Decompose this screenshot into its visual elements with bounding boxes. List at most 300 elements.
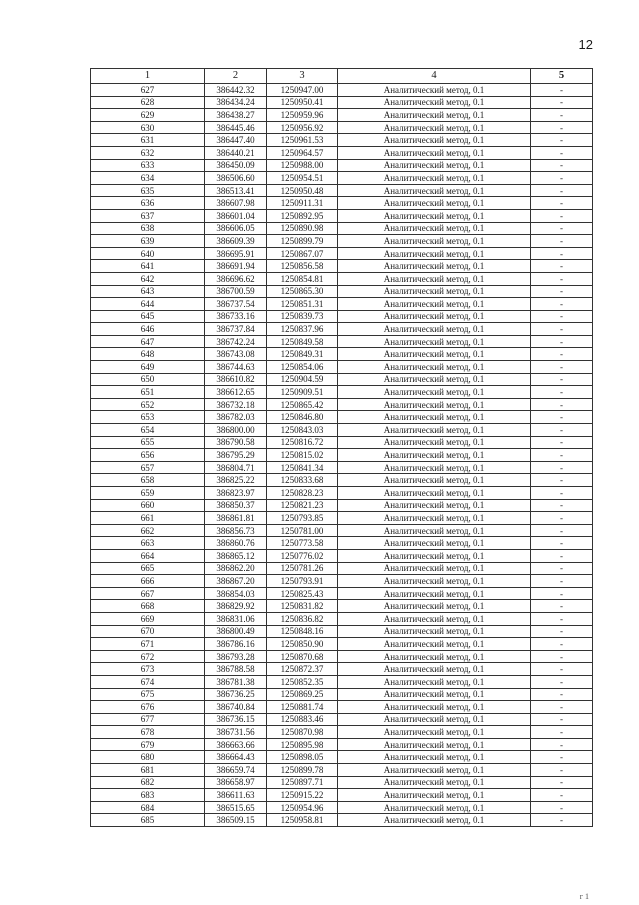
cell-method: Аналитический метод, 0.1 (338, 159, 531, 172)
cell-x: 386854.03 (205, 587, 267, 600)
cell-description: - (531, 801, 593, 814)
cell-x: 386831.06 (205, 612, 267, 625)
cell-description: - (531, 310, 593, 323)
cell-x: 386823.97 (205, 487, 267, 500)
cell-point-number: 652 (91, 398, 205, 411)
cell-method: Аналитический метод, 0.1 (338, 323, 531, 336)
cell-description: - (531, 575, 593, 588)
cell-description: - (531, 172, 593, 185)
cell-point-number: 673 (91, 663, 205, 676)
table-row (91, 398, 593, 411)
cell-method: Аналитический метод, 0.1 (338, 688, 531, 701)
header-cell-method: 4 (338, 69, 531, 84)
cell-method: Аналитический метод, 0.1 (338, 121, 531, 134)
cell-y: 1250961.53 (267, 134, 338, 147)
cell-x: 386447.40 (205, 134, 267, 147)
cell-x: 386731.56 (205, 726, 267, 739)
cell-method: Аналитический метод, 0.1 (338, 146, 531, 159)
cell-method: Аналитический метод, 0.1 (338, 272, 531, 285)
cell-x: 386695.91 (205, 247, 267, 260)
cell-description: - (531, 235, 593, 248)
cell-method: Аналитический метод, 0.1 (338, 675, 531, 688)
cell-y: 1250964.57 (267, 146, 338, 159)
cell-point-number: 639 (91, 235, 205, 248)
coordinates-table (90, 68, 593, 827)
table-row (91, 361, 593, 374)
table-row (91, 587, 593, 600)
cell-point-number: 685 (91, 814, 205, 827)
cell-x: 386793.28 (205, 650, 267, 663)
cell-point-number: 665 (91, 562, 205, 575)
cell-point-number: 658 (91, 474, 205, 487)
cell-x: 386788.58 (205, 663, 267, 676)
cell-description: - (531, 209, 593, 222)
cell-method: Аналитический метод, 0.1 (338, 348, 531, 361)
cell-point-number: 672 (91, 650, 205, 663)
table-row (91, 675, 593, 688)
cell-method: Аналитический метод, 0.1 (338, 537, 531, 550)
cell-method: Аналитический метод, 0.1 (338, 247, 531, 260)
cell-point-number: 679 (91, 738, 205, 751)
table-row (91, 272, 593, 285)
cell-method: Аналитический метод, 0.1 (338, 449, 531, 462)
table-row (91, 600, 593, 613)
table-row (91, 235, 593, 248)
table-row (91, 537, 593, 550)
cell-description: - (531, 625, 593, 638)
cell-x: 386663.66 (205, 738, 267, 751)
cell-y: 1250915.22 (267, 789, 338, 802)
cell-description: - (531, 675, 593, 688)
cell-y: 1250821.23 (267, 499, 338, 512)
cell-y: 1250781.26 (267, 562, 338, 575)
cell-description: - (531, 524, 593, 537)
cell-point-number: 678 (91, 726, 205, 739)
cell-x: 386786.16 (205, 638, 267, 651)
cell-y: 1250793.91 (267, 575, 338, 588)
cell-description: - (531, 726, 593, 739)
cell-y: 1250869.25 (267, 688, 338, 701)
cell-x: 386856.73 (205, 524, 267, 537)
table-row (91, 373, 593, 386)
cell-y: 1250898.05 (267, 751, 338, 764)
cell-description: - (531, 285, 593, 298)
cell-y: 1250897.71 (267, 776, 338, 789)
cell-method: Аналитический метод, 0.1 (338, 512, 531, 525)
cell-x: 386743.08 (205, 348, 267, 361)
cell-method: Аналитический метод, 0.1 (338, 474, 531, 487)
table-row (91, 436, 593, 449)
cell-y: 1250851.31 (267, 298, 338, 311)
cell-method: Аналитический метод, 0.1 (338, 776, 531, 789)
cell-y: 1250841.34 (267, 461, 338, 474)
cell-y: 1250959.96 (267, 109, 338, 122)
cell-point-number: 670 (91, 625, 205, 638)
table-row (91, 701, 593, 714)
table-row (91, 549, 593, 562)
cell-method: Аналитический метод, 0.1 (338, 197, 531, 210)
cell-x: 386744.63 (205, 361, 267, 374)
table-row (91, 814, 593, 827)
cell-y: 1250781.00 (267, 524, 338, 537)
table-row (91, 146, 593, 159)
cell-point-number: 671 (91, 638, 205, 651)
cell-point-number: 677 (91, 713, 205, 726)
cell-method: Аналитический метод, 0.1 (338, 738, 531, 751)
cell-y: 1250846.80 (267, 411, 338, 424)
cell-point-number: 630 (91, 121, 205, 134)
cell-method: Аналитический метод, 0.1 (338, 424, 531, 437)
table-row (91, 184, 593, 197)
cell-method: Аналитический метод, 0.1 (338, 499, 531, 512)
cell-description: - (531, 474, 593, 487)
footer-mark: г 1 (579, 892, 589, 901)
cell-point-number: 654 (91, 424, 205, 437)
cell-method: Аналитический метод, 0.1 (338, 222, 531, 235)
header-cell-point-number: 1 (91, 69, 205, 84)
cell-y: 1250870.98 (267, 726, 338, 739)
table-row (91, 663, 593, 676)
cell-description: - (531, 814, 593, 827)
table-row (91, 575, 593, 588)
table-row (91, 298, 593, 311)
cell-x: 386742.24 (205, 335, 267, 348)
cell-y: 1250867.07 (267, 247, 338, 260)
cell-description: - (531, 361, 593, 374)
cell-y: 1250815.02 (267, 449, 338, 462)
cell-method: Аналитический метод, 0.1 (338, 398, 531, 411)
cell-y: 1250839.73 (267, 310, 338, 323)
cell-x: 386659.74 (205, 764, 267, 777)
cell-description: - (531, 134, 593, 147)
cell-description: - (531, 222, 593, 235)
cell-point-number: 646 (91, 323, 205, 336)
cell-x: 386865.12 (205, 549, 267, 562)
cell-description: - (531, 411, 593, 424)
table-row (91, 688, 593, 701)
cell-point-number: 663 (91, 537, 205, 550)
cell-x: 386610.82 (205, 373, 267, 386)
cell-y: 1250816.72 (267, 436, 338, 449)
cell-method: Аналитический метод, 0.1 (338, 411, 531, 424)
cell-method: Аналитический метод, 0.1 (338, 209, 531, 222)
cell-x: 386440.21 (205, 146, 267, 159)
cell-x: 386800.49 (205, 625, 267, 638)
cell-x: 386867.20 (205, 575, 267, 588)
cell-point-number: 638 (91, 222, 205, 235)
header-cell-x: 2 (205, 69, 267, 84)
cell-x: 386790.58 (205, 436, 267, 449)
cell-description: - (531, 663, 593, 676)
cell-description: - (531, 260, 593, 273)
cell-description: - (531, 537, 593, 550)
cell-point-number: 643 (91, 285, 205, 298)
cell-point-number: 637 (91, 209, 205, 222)
table-row (91, 562, 593, 575)
cell-y: 1250892.95 (267, 209, 338, 222)
cell-y: 1250848.16 (267, 625, 338, 638)
cell-point-number: 682 (91, 776, 205, 789)
cell-point-number: 627 (91, 84, 205, 97)
cell-x: 386442.32 (205, 84, 267, 97)
table-row (91, 247, 593, 260)
cell-y: 1250854.81 (267, 272, 338, 285)
cell-x: 386611.63 (205, 789, 267, 802)
cell-point-number: 647 (91, 335, 205, 348)
cell-point-number: 661 (91, 512, 205, 525)
cell-y: 1250958.81 (267, 814, 338, 827)
cell-description: - (531, 109, 593, 122)
cell-method: Аналитический метод, 0.1 (338, 726, 531, 739)
cell-x: 386850.37 (205, 499, 267, 512)
cell-y: 1250843.03 (267, 424, 338, 437)
cell-method: Аналитический метод, 0.1 (338, 587, 531, 600)
cell-description: - (531, 562, 593, 575)
cell-method: Аналитический метод, 0.1 (338, 96, 531, 109)
table-row (91, 474, 593, 487)
table-row (91, 109, 593, 122)
cell-method: Аналитический метод, 0.1 (338, 650, 531, 663)
table-row (91, 260, 593, 273)
cell-method: Аналитический метод, 0.1 (338, 663, 531, 676)
table-row (91, 449, 593, 462)
cell-point-number: 680 (91, 751, 205, 764)
cell-method: Аналитический метод, 0.1 (338, 285, 531, 298)
cell-y: 1250793.85 (267, 512, 338, 525)
table-row (91, 461, 593, 474)
table-row (91, 524, 593, 537)
cell-point-number: 650 (91, 373, 205, 386)
table-row (91, 310, 593, 323)
cell-x: 386691.94 (205, 260, 267, 273)
cell-description: - (531, 373, 593, 386)
cell-x: 386740.84 (205, 701, 267, 714)
table-row (91, 801, 593, 814)
cell-description: - (531, 424, 593, 437)
cell-y: 1250950.48 (267, 184, 338, 197)
cell-description: - (531, 638, 593, 651)
table-row (91, 764, 593, 777)
table-row (91, 96, 593, 109)
cell-y: 1250865.42 (267, 398, 338, 411)
cell-x: 386658.97 (205, 776, 267, 789)
cell-method: Аналитический метод, 0.1 (338, 814, 531, 827)
cell-point-number: 667 (91, 587, 205, 600)
cell-point-number: 633 (91, 159, 205, 172)
table-row (91, 625, 593, 638)
cell-y: 1250849.58 (267, 335, 338, 348)
cell-point-number: 674 (91, 675, 205, 688)
cell-x: 386800.00 (205, 424, 267, 437)
cell-x: 386782.03 (205, 411, 267, 424)
cell-method: Аналитический метод, 0.1 (338, 84, 531, 97)
cell-method: Аналитический метод, 0.1 (338, 612, 531, 625)
cell-point-number: 660 (91, 499, 205, 512)
cell-description: - (531, 159, 593, 172)
cell-description: - (531, 549, 593, 562)
cell-method: Аналитический метод, 0.1 (338, 310, 531, 323)
cell-method: Аналитический метод, 0.1 (338, 524, 531, 537)
cell-y: 1250850.90 (267, 638, 338, 651)
cell-y: 1250854.06 (267, 361, 338, 374)
cell-description: - (531, 184, 593, 197)
cell-method: Аналитический метод, 0.1 (338, 361, 531, 374)
cell-y: 1250954.96 (267, 801, 338, 814)
cell-point-number: 653 (91, 411, 205, 424)
cell-description: - (531, 776, 593, 789)
cell-y: 1250899.78 (267, 764, 338, 777)
cell-x: 386732.18 (205, 398, 267, 411)
cell-y: 1250773.58 (267, 537, 338, 550)
cell-method: Аналитический метод, 0.1 (338, 109, 531, 122)
cell-x: 386696.62 (205, 272, 267, 285)
cell-method: Аналитический метод, 0.1 (338, 701, 531, 714)
cell-method: Аналитический метод, 0.1 (338, 260, 531, 273)
cell-x: 386607.98 (205, 197, 267, 210)
cell-point-number: 664 (91, 549, 205, 562)
cell-y: 1250883.46 (267, 713, 338, 726)
cell-description: - (531, 272, 593, 285)
cell-method: Аналитический метод, 0.1 (338, 373, 531, 386)
cell-point-number: 655 (91, 436, 205, 449)
cell-point-number: 644 (91, 298, 205, 311)
cell-x: 386450.09 (205, 159, 267, 172)
table-body (91, 84, 593, 827)
cell-x: 386795.29 (205, 449, 267, 462)
cell-method: Аналитический метод, 0.1 (338, 549, 531, 562)
cell-description: - (531, 499, 593, 512)
cell-x: 386664.43 (205, 751, 267, 764)
cell-point-number: 649 (91, 361, 205, 374)
cell-point-number: 642 (91, 272, 205, 285)
cell-point-number: 669 (91, 612, 205, 625)
cell-point-number: 640 (91, 247, 205, 260)
table-row (91, 424, 593, 437)
cell-y: 1250872.37 (267, 663, 338, 676)
cell-x: 386506.60 (205, 172, 267, 185)
cell-description: - (531, 449, 593, 462)
table-row (91, 222, 593, 235)
cell-x: 386861.81 (205, 512, 267, 525)
cell-point-number: 684 (91, 801, 205, 814)
cell-method: Аналитический метод, 0.1 (338, 172, 531, 185)
cell-description: - (531, 612, 593, 625)
cell-y: 1250899.79 (267, 235, 338, 248)
table-row (91, 197, 593, 210)
table-row (91, 172, 593, 185)
header-cell-description: 5 (531, 69, 593, 84)
cell-y: 1250988.00 (267, 159, 338, 172)
cell-y: 1250837.96 (267, 323, 338, 336)
cell-x: 386737.54 (205, 298, 267, 311)
table-row (91, 512, 593, 525)
cell-y: 1250825.43 (267, 587, 338, 600)
cell-point-number: 634 (91, 172, 205, 185)
cell-method: Аналитический метод, 0.1 (338, 184, 531, 197)
cell-description: - (531, 146, 593, 159)
cell-description: - (531, 487, 593, 500)
cell-method: Аналитический метод, 0.1 (338, 235, 531, 248)
cell-point-number: 641 (91, 260, 205, 273)
header-cell-y: 3 (267, 69, 338, 84)
cell-x: 386612.65 (205, 386, 267, 399)
cell-x: 386438.27 (205, 109, 267, 122)
cell-x: 386513.41 (205, 184, 267, 197)
cell-method: Аналитический метод, 0.1 (338, 298, 531, 311)
cell-method: Аналитический метод, 0.1 (338, 600, 531, 613)
cell-description: - (531, 713, 593, 726)
cell-description: - (531, 461, 593, 474)
cell-y: 1250833.68 (267, 474, 338, 487)
cell-point-number: 683 (91, 789, 205, 802)
cell-method: Аналитический метод, 0.1 (338, 625, 531, 638)
cell-x: 386609.39 (205, 235, 267, 248)
cell-point-number: 636 (91, 197, 205, 210)
cell-description: - (531, 323, 593, 336)
cell-x: 386781.38 (205, 675, 267, 688)
cell-point-number: 645 (91, 310, 205, 323)
cell-y: 1250954.51 (267, 172, 338, 185)
cell-point-number: 666 (91, 575, 205, 588)
cell-description: - (531, 84, 593, 97)
cell-point-number: 656 (91, 449, 205, 462)
cell-y: 1250831.82 (267, 600, 338, 613)
cell-point-number: 668 (91, 600, 205, 613)
cell-method: Аналитический метод, 0.1 (338, 335, 531, 348)
cell-x: 386825.22 (205, 474, 267, 487)
cell-description: - (531, 348, 593, 361)
cell-x: 386862.20 (205, 562, 267, 575)
cell-method: Аналитический метод, 0.1 (338, 575, 531, 588)
cell-y: 1250890.98 (267, 222, 338, 235)
cell-x: 386509.15 (205, 814, 267, 827)
cell-x: 386804.71 (205, 461, 267, 474)
cell-description: - (531, 738, 593, 751)
table-row (91, 499, 593, 512)
cell-description: - (531, 701, 593, 714)
cell-y: 1250849.31 (267, 348, 338, 361)
cell-method: Аналитический метод, 0.1 (338, 487, 531, 500)
cell-description: - (531, 96, 593, 109)
table-row (91, 134, 593, 147)
cell-point-number: 628 (91, 96, 205, 109)
cell-x: 386829.92 (205, 600, 267, 613)
cell-method: Аналитический метод, 0.1 (338, 751, 531, 764)
table-row (91, 638, 593, 651)
cell-description: - (531, 247, 593, 260)
table-row (91, 335, 593, 348)
cell-point-number: 676 (91, 701, 205, 714)
table-row (91, 209, 593, 222)
cell-point-number: 657 (91, 461, 205, 474)
cell-point-number: 659 (91, 487, 205, 500)
cell-x: 386733.16 (205, 310, 267, 323)
cell-description: - (531, 197, 593, 210)
table-row (91, 386, 593, 399)
cell-description: - (531, 398, 593, 411)
cell-description: - (531, 600, 593, 613)
cell-point-number: 662 (91, 524, 205, 537)
cell-description: - (531, 688, 593, 701)
cell-x: 386606.05 (205, 222, 267, 235)
table-row (91, 348, 593, 361)
cell-description: - (531, 121, 593, 134)
cell-point-number: 635 (91, 184, 205, 197)
cell-y: 1250956.92 (267, 121, 338, 134)
cell-y: 1250776.02 (267, 549, 338, 562)
cell-point-number: 675 (91, 688, 205, 701)
cell-x: 386434.24 (205, 96, 267, 109)
